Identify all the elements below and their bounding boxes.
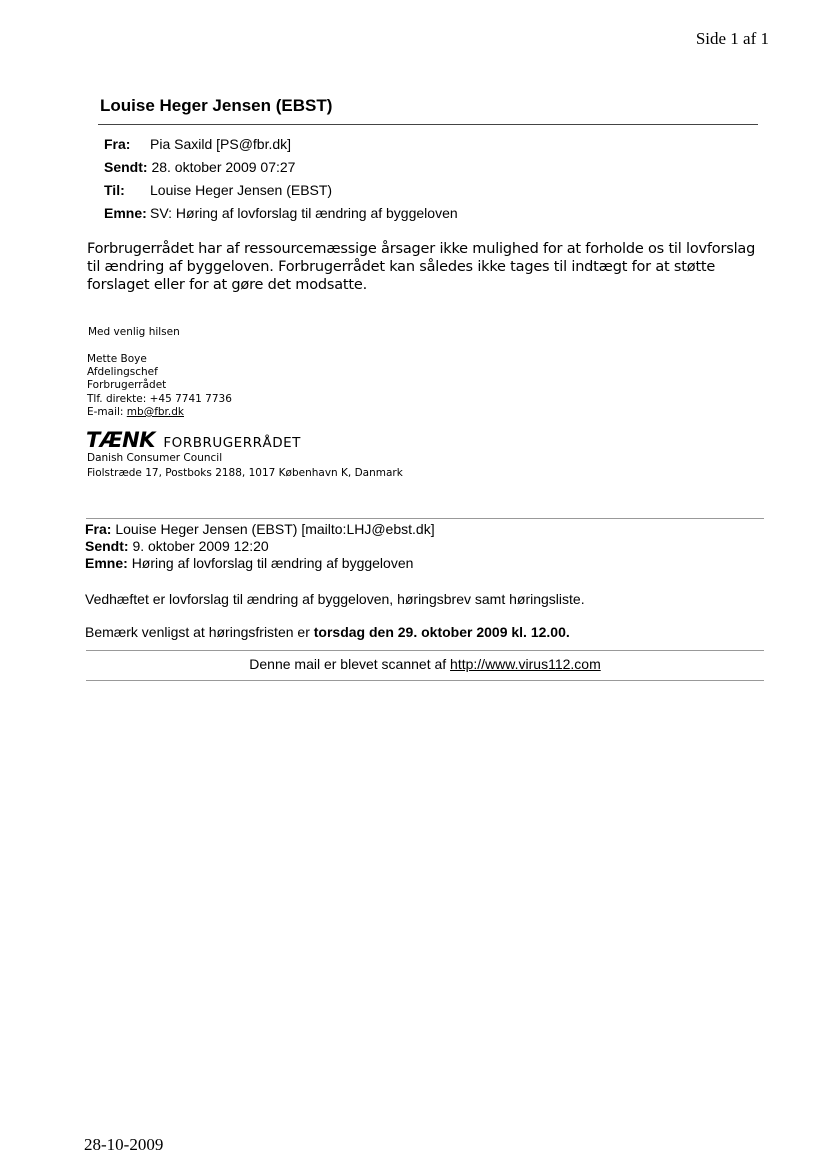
logo-brand: TÆNK xyxy=(86,428,155,452)
signature-phone: Tlf. direkte: +45 7741 7736 xyxy=(87,393,232,405)
orig-subject-label: Emne: xyxy=(85,555,128,571)
page-number: Side 1 af 1 xyxy=(695,29,769,48)
orig-body-line1: Vedhæftet er lovforslag til ændring af byggeloven, høringsbrev samt høringsliste. xyxy=(85,591,585,607)
orig-from-value[interactable]: Louise Heger Jensen (EBST) [mailto:LHJ@ebst.dk] xyxy=(115,521,435,537)
sent-value: 28. oktober 2009 07:27 xyxy=(151,159,296,175)
taenk-logo xyxy=(86,428,301,452)
scan-text: Denne mail er blevet scannet af xyxy=(249,656,451,672)
subject-row xyxy=(104,205,458,221)
greeting: Med venlig hilsen xyxy=(88,326,180,338)
signature-title: Afdelingschef xyxy=(87,366,158,378)
scan-divider-top xyxy=(86,650,764,651)
to-label: Til: xyxy=(104,182,125,198)
body-line: forslaget eller for at gøre det modsatte. xyxy=(87,277,368,293)
from-label: Fra: xyxy=(104,136,131,152)
orig-body-line2 xyxy=(85,624,570,640)
orig-subject-value: Høring af lovforslag til ændring af byggeloven xyxy=(131,555,414,571)
email-link[interactable]: mb@fbr.dk xyxy=(126,406,184,418)
signature-name: Mette Boye xyxy=(87,353,147,365)
scan-notice xyxy=(86,656,764,672)
scan-link[interactable]: http://www.virus112.com xyxy=(450,656,601,672)
title-divider xyxy=(98,124,758,125)
signature-email-row xyxy=(87,406,184,418)
mailbox-owner-title: Louise Heger Jensen (EBST) xyxy=(100,96,333,115)
scan-divider-bottom xyxy=(86,680,764,681)
orig-subject-row xyxy=(85,555,413,571)
council-address: Fiolstræde 17, Postboks 2188, 1017 København K, Danmark xyxy=(87,467,403,479)
deadline-bold: torsdag den 29. oktober 2009 kl. 12.00. xyxy=(313,624,570,640)
deadline-prefix: Bemærk venligst at høringsfristen er xyxy=(85,624,314,640)
orig-from-label: Fra: xyxy=(85,521,112,537)
orig-sent-value: 9. oktober 2009 12:20 xyxy=(132,538,269,554)
orig-sent-label: Sendt: xyxy=(85,538,129,554)
body-line: til ændring af byggeloven. Forbrugerrådet kan således ikke tages til indtægt for at støtte xyxy=(87,259,716,275)
orig-sent-row xyxy=(85,538,269,554)
from-value[interactable]: Pia Saxild [PS@fbr.dk] xyxy=(150,136,292,152)
footer-date: 28-10-2009 xyxy=(84,1135,164,1154)
sent-label: Sendt: xyxy=(104,159,148,175)
email-label: E-mail: xyxy=(87,406,127,418)
orig-from-row xyxy=(85,521,435,537)
to-value[interactable]: Louise Heger Jensen (EBST) xyxy=(150,182,333,198)
to-row xyxy=(104,182,332,198)
council-name: Danish Consumer Council xyxy=(87,452,223,464)
logo-org-name: FORBRUGERRÅDET xyxy=(163,435,301,451)
sent-row xyxy=(104,159,295,175)
subject-value: SV: Høring af lovforslag til ændring af byggeloven xyxy=(150,205,458,221)
from-row xyxy=(104,136,291,152)
body-line: Forbrugerrådet har af ressourcemæssige årsager ikke mulighed for at forholde os til lovforslag xyxy=(87,241,756,257)
signature-org: Forbrugerrådet xyxy=(87,379,167,391)
subject-label: Emne: xyxy=(104,205,147,221)
original-divider xyxy=(86,518,764,519)
